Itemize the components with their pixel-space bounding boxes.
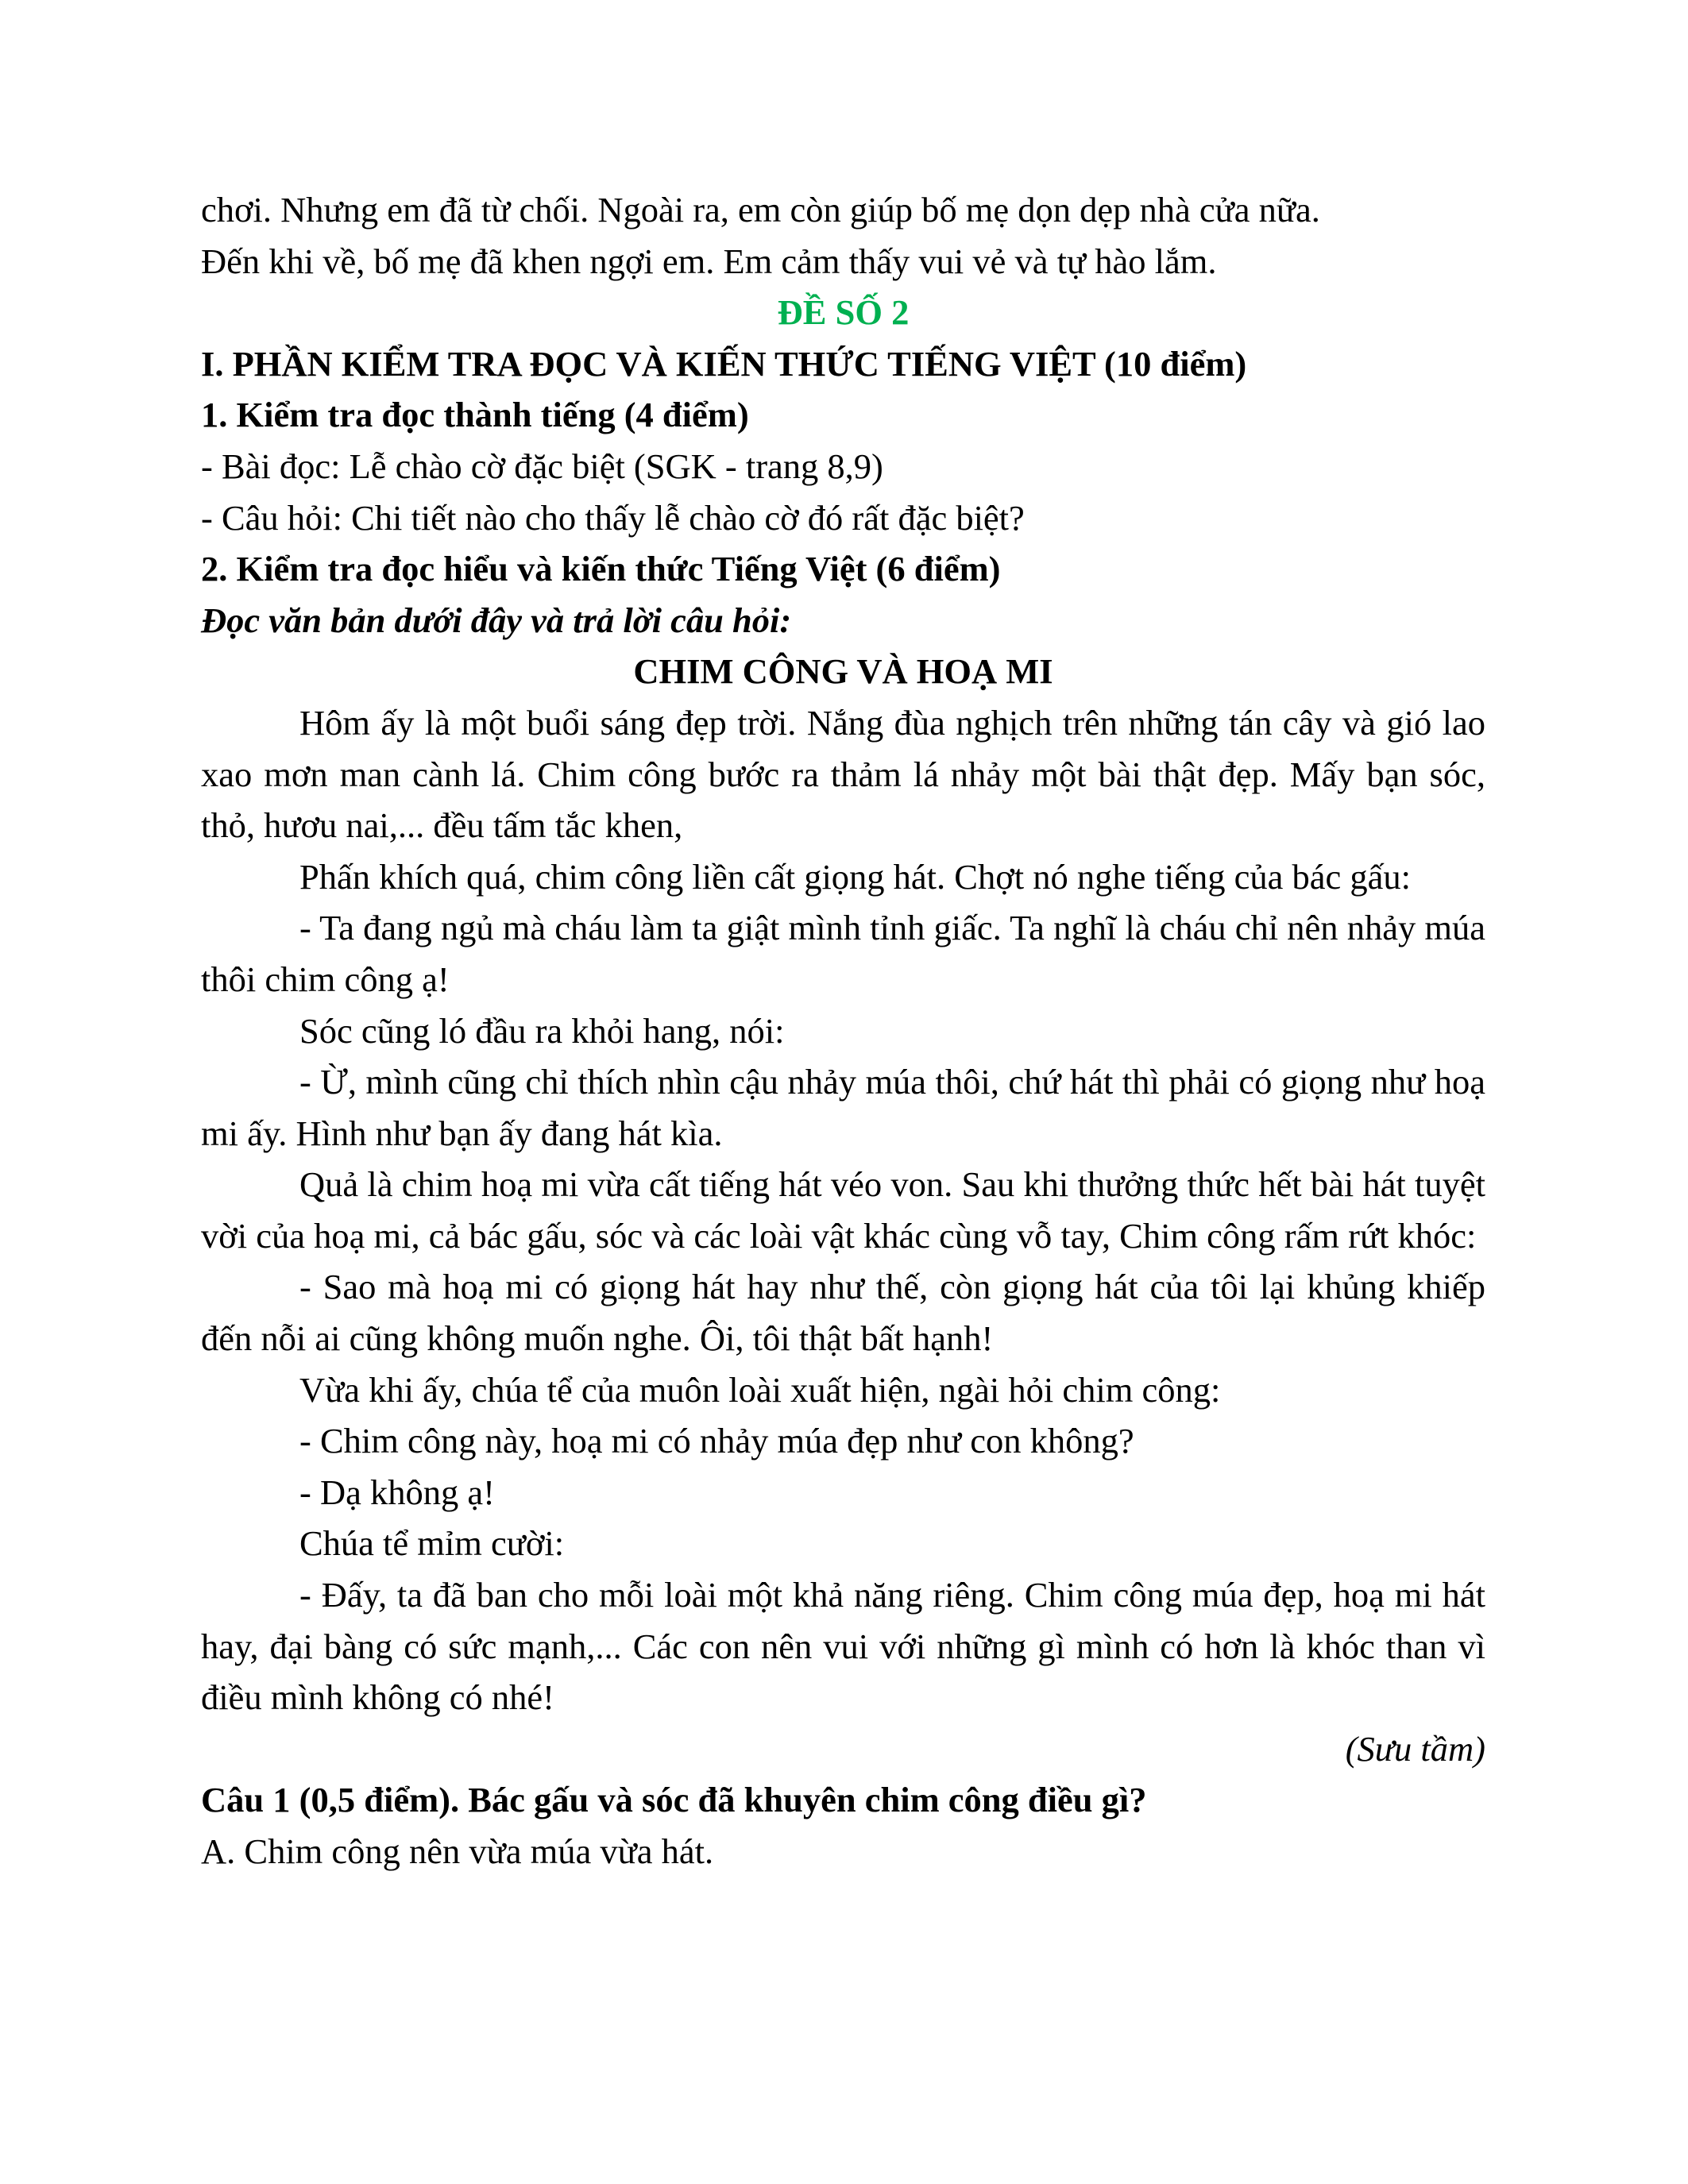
- story-paragraph: Vừa khi ấy, chúa tể của muôn loài xuất hiện, ngài hỏi chim công:: [299, 1369, 1221, 1410]
- story-paragraph: Phấn khích quá, chim công liền cất giọng hát. Chợt nó nghe tiếng của bác gấu:: [299, 856, 1411, 897]
- instruction: Đọc văn bản dưới đây và trả lời câu hỏi:: [201, 600, 792, 640]
- part1-heading: 1. Kiểm tra đọc thành tiếng (4 điểm): [201, 395, 749, 435]
- question-1-option-a: A. Chim công nên vừa múa vừa hát.: [201, 1831, 714, 1871]
- story-source: (Sưu tầm): [1345, 1728, 1485, 1769]
- story-paragraph: Hôm ấy là một buổi sáng đẹp trời. Nắng đùa nghịch trên những tán cây và gió lao xao mơn man cành lá. Chim công bước ra thảm lá nhảy một bài thật đẹp. Mấy bạn sóc, thỏ, hươu nai,... đều tấm tắc khen,: [201, 702, 1485, 846]
- reading-assignment: - Bài đọc: Lễ chào cờ đặc biệt (SGK - trang 8,9): [201, 446, 883, 486]
- exam-title: ĐỀ SỐ 2: [777, 292, 910, 333]
- part2-heading: 2. Kiểm tra đọc hiểu và kiến thức Tiếng Việt (6 điểm): [201, 549, 1001, 589]
- story-paragraph: - Chim công này, hoạ mi có nhảy múa đẹp như con không?: [299, 1421, 1134, 1461]
- story-title: CHIM CÔNG VÀ HOẠ MI: [633, 651, 1053, 692]
- story-paragraph: - Ta đang ngủ mà cháu làm ta giật mình tỉnh giấc. Ta nghĩ là cháu chỉ nên nhảy múa thôi chim công ạ!: [201, 908, 1485, 999]
- story-paragraph: Sóc cũng ló đầu ra khỏi hang, nói:: [299, 1010, 785, 1051]
- story-paragraph: - Dạ không ạ!: [299, 1472, 495, 1512]
- section-heading: I. PHẦN KIỂM TRA ĐỌC VÀ KIẾN THỨC TIẾNG VIỆT (10 điểm): [201, 343, 1247, 384]
- story-paragraph: - Sao mà hoạ mi có giọng hát hay như thế, còn giọng hát của tôi lại khủng khiếp đến nỗi ai cũng không muốn nghe. Ôi, tôi thật bất hạnh!: [201, 1267, 1485, 1359]
- reading-question: - Câu hỏi: Chi tiết nào cho thấy lễ chào cờ đó rất đặc biệt?: [201, 497, 1025, 538]
- story-paragraph: - Ừ, mình cũng chỉ thích nhìn cậu nhảy múa thôi, chứ hát thì phải có giọng như hoạ mi ấy. Hình như bạn ấy đang hát kìa.: [201, 1062, 1485, 1153]
- document-page: [201, 184, 1485, 1877]
- story-paragraph: - Đấy, ta đã ban cho mỗi loài một khả năng riêng. Chim công múa đẹp, hoạ mi hát hay, đại bàng có sức mạnh,... Các con nên vui với những gì mình có hơn là khóc than vì điều mình không có nhé!: [201, 1575, 1485, 1718]
- question-1: Câu 1 (0,5 điểm). Bác gấu và sóc đã khuyên chim công điều gì?: [201, 1780, 1147, 1820]
- intro-line-1: chơi. Nhưng em đã từ chối. Ngoài ra, em còn giúp bố mẹ dọn dẹp nhà cửa nữa.: [201, 190, 1320, 230]
- story-paragraph: Chúa tể mỉm cười:: [299, 1523, 565, 1564]
- intro-line-2: Đến khi về, bố mẹ đã khen ngợi em. Em cảm thấy vui vẻ và tự hào lắm.: [201, 241, 1217, 281]
- story-paragraph: Quả là chim hoạ mi vừa cất tiếng hát véo von. Sau khi thưởng thức hết bài hát tuyệt vời của hoạ mi, cả bác gấu, sóc và các loài vật khác cùng vỗ tay, Chim công rấm rứt khóc:: [201, 1164, 1485, 1256]
